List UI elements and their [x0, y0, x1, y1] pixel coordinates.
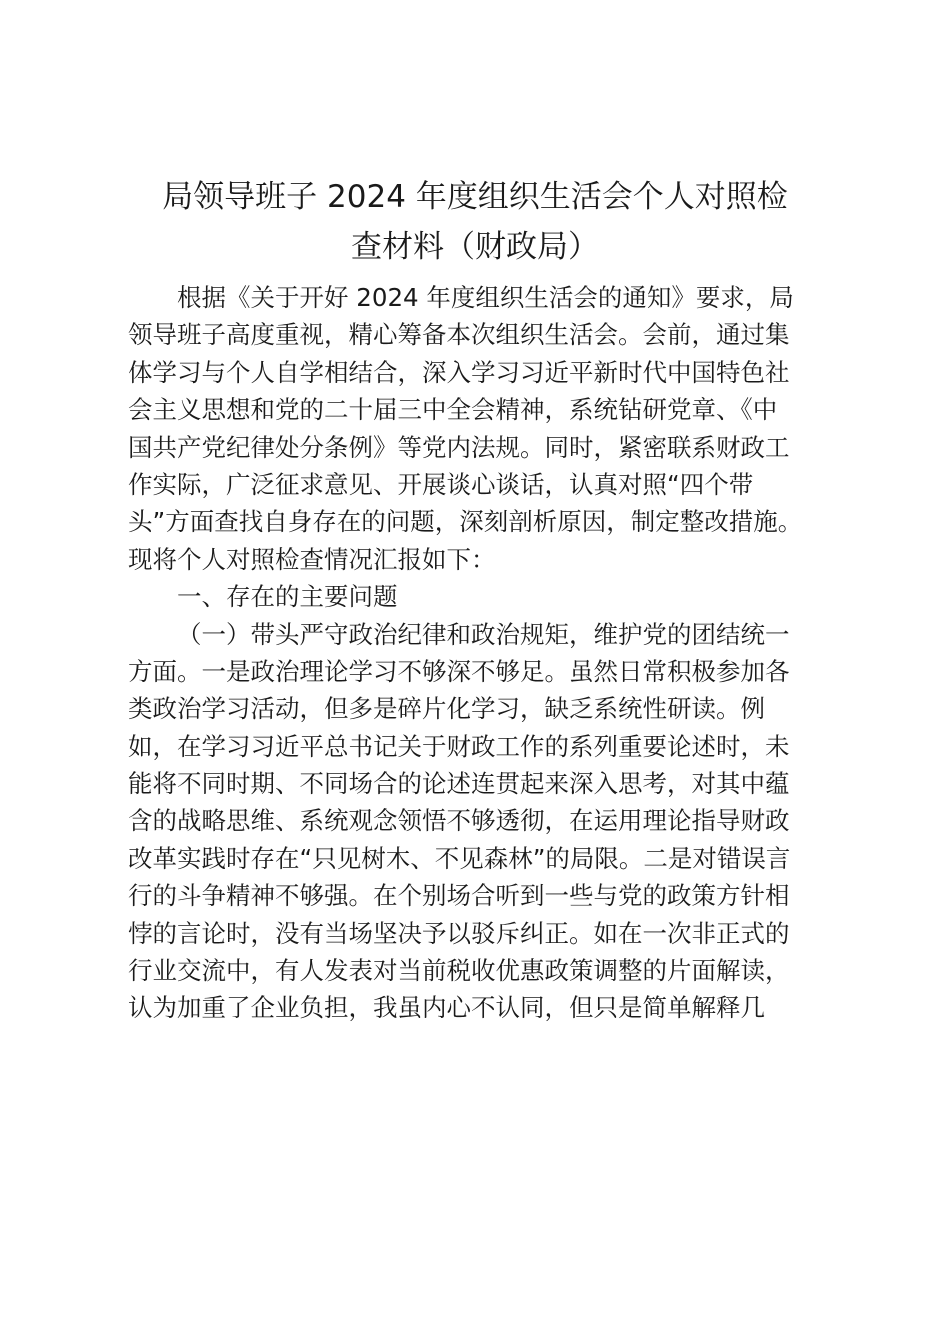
body-line: 含的战略思维、系统观念领悟不够透彻，在运用理论指导财政	[128, 806, 790, 836]
body-line: 头”方面查找自身存在的问题，深刻剖析原因，制定整改措施。	[128, 507, 803, 537]
body-line: 国共产党纪律处分条例》等党内法规。同时，紧密联系财政工	[128, 432, 790, 462]
body-line: 会主义思想和党的二十届三中全会精神，系统钻研党章、《中	[128, 395, 778, 425]
body-line: 现将个人对照检查情况汇报如下：	[128, 544, 496, 574]
document-title	[100, 172, 850, 272]
body-line: （一）带头严守政治纪律和政治规矩，维护党的团结统一	[177, 619, 790, 649]
title-line-2: 查材料（财政局）	[351, 229, 599, 265]
body-line: 认为加重了企业负担，我虽内心不认同，但只是简单解释几	[128, 993, 765, 1023]
body-line: 如，在学习习近平总书记关于财政工作的系列重要论述时，未	[128, 731, 790, 761]
document-body	[128, 279, 820, 1027]
body-line: 悖的言论时，没有当场坚决予以驳斥纠正。如在一次非正式的	[128, 918, 790, 948]
body-line: 作实际，广泛征求意见、开展谈心谈话，认真对照“四个带	[128, 469, 754, 499]
title-line-1: 局领导班子 2024 年度组织生活会个人对照检	[162, 179, 788, 215]
body-line: 行业交流中，有人发表对当前税收优惠政策调整的片面解读，	[128, 956, 790, 986]
body-line: 一、存在的主要问题	[177, 582, 398, 612]
body-line: 方面。一是政治理论学习不够深不够足。虽然日常积极参加各	[128, 656, 790, 686]
body-line: 体学习与个人自学相结合，深入学习习近平新时代中国特色社	[128, 357, 790, 387]
body-line: 行的斗争精神不够强。在个别场合听到一些与党的政策方针相	[128, 881, 790, 911]
body-line: 领导班子高度重视，精心筹备本次组织生活会。会前，通过集	[128, 320, 790, 350]
body-line: 能将不同时期、不同场合的论述连贯起来深入思考，对其中蕴	[128, 769, 790, 799]
body-line: 根据《关于开好 2024 年度组织生活会的通知》要求，局	[177, 283, 794, 312]
body-line: 类政治学习活动，但多是碎片化学习，缺乏系统性研读。例	[128, 694, 765, 724]
body-line: 改革实践时存在“只见树木、不见森林”的局限。二是对错误言	[128, 843, 791, 873]
